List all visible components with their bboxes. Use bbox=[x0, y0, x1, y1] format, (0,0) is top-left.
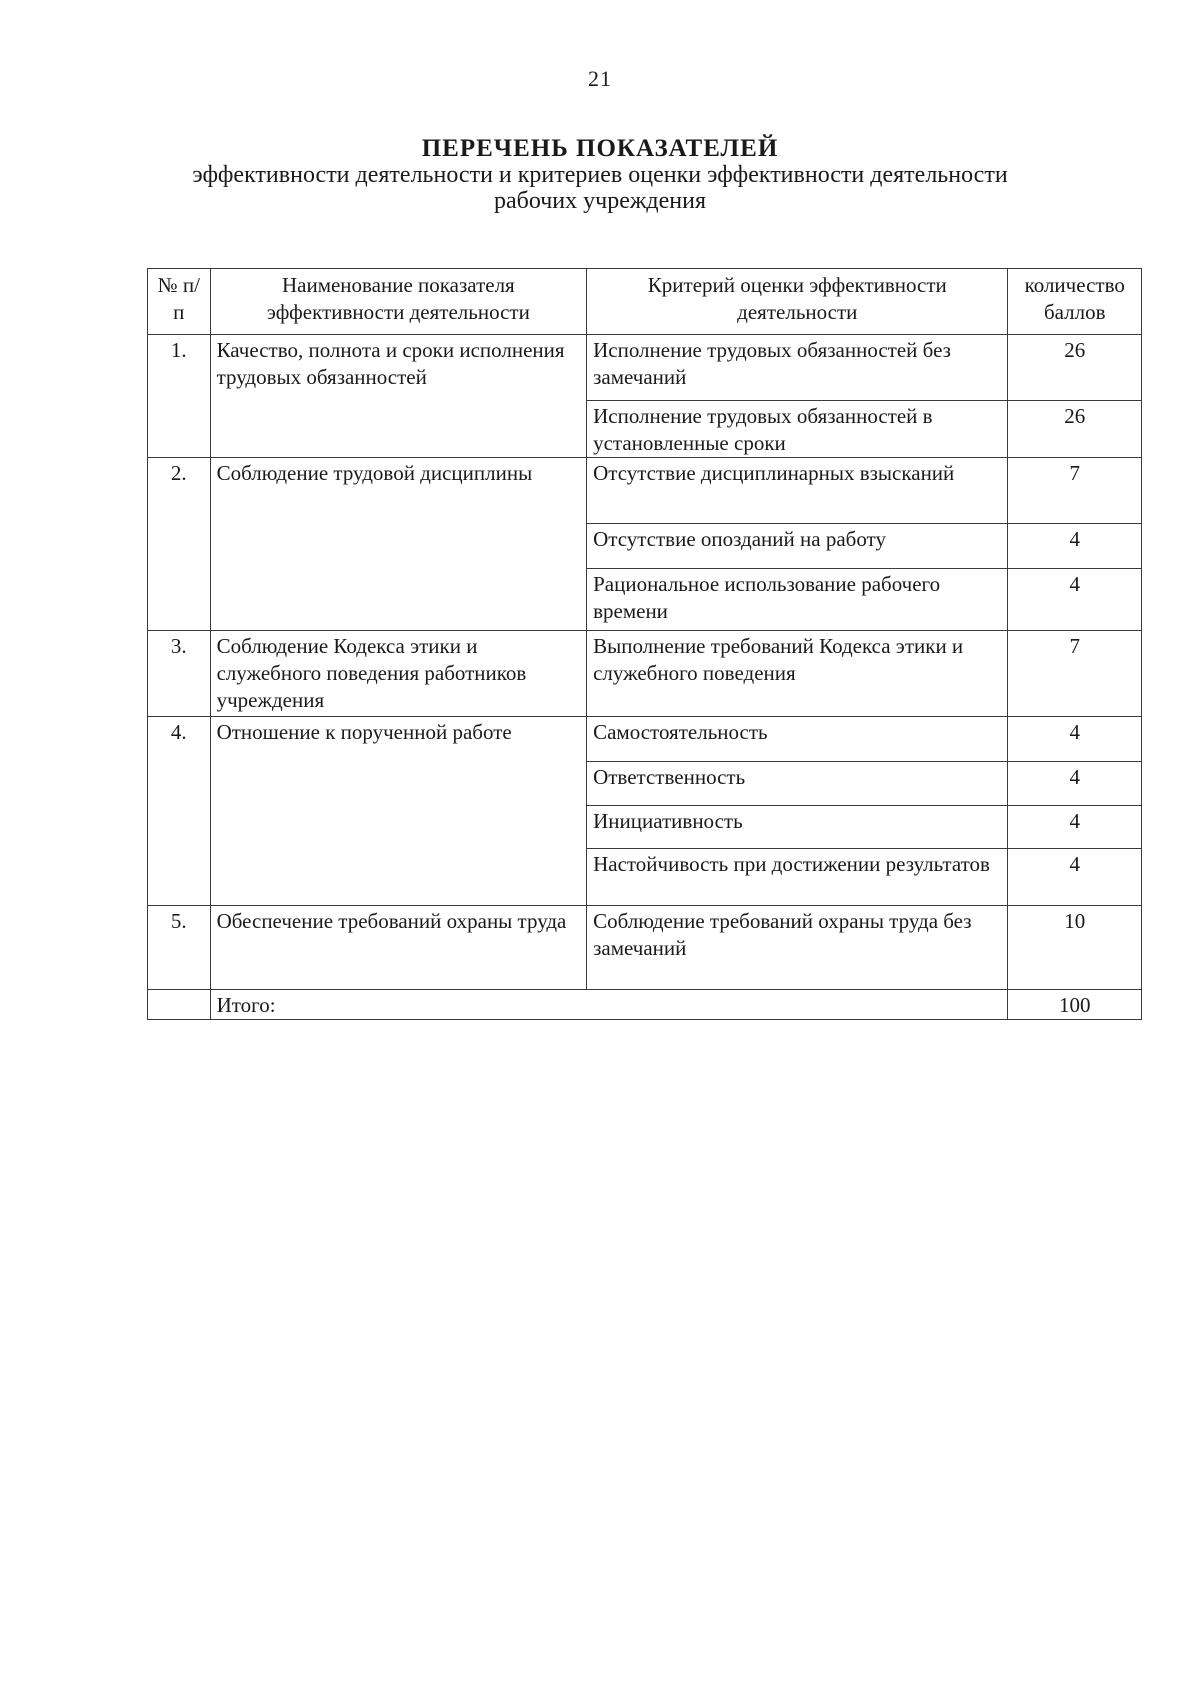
document-subtitle-line-2: рабочих учреждения bbox=[493, 188, 707, 214]
criterion-text: Самостоятельность bbox=[587, 717, 1008, 762]
indicators-table bbox=[147, 268, 1142, 1020]
total-empty-cell bbox=[148, 990, 211, 1020]
table-header-row bbox=[148, 269, 1142, 335]
criterion-text: Соблюдение требований охраны труда без замечаний bbox=[587, 906, 1008, 990]
row-num: 2. bbox=[148, 458, 211, 631]
indicator-name: Отношение к порученной работе bbox=[210, 717, 587, 906]
indicator-name: Соблюдение Кодекса этики и служебного поведения работников учреждения bbox=[210, 631, 587, 717]
criterion-text: Выполнение требований Кодекса этики и служебного поведения bbox=[587, 631, 1008, 717]
criterion-score: 26 bbox=[1008, 335, 1142, 401]
criterion-score: 4 bbox=[1008, 569, 1142, 631]
row-num: 5. bbox=[148, 906, 211, 990]
table-row bbox=[148, 458, 1142, 524]
header-num: № п/п bbox=[148, 269, 211, 335]
table-row bbox=[148, 631, 1142, 717]
row-num: 3. bbox=[148, 631, 211, 717]
header-criterion: Критерий оценки эффективности деятельности bbox=[587, 269, 1008, 335]
criterion-score: 4 bbox=[1008, 717, 1142, 762]
indicator-name: Соблюдение трудовой дисциплины bbox=[210, 458, 587, 631]
indicator-name: Обеспечение требований охраны труда bbox=[210, 906, 587, 990]
criterion-score: 4 bbox=[1008, 524, 1142, 569]
criterion-text: Рациональное использование рабочего времени bbox=[587, 569, 1008, 631]
document-title: ПЕРЕЧЕНЬ ПОКАЗАТЕЛЕЙ bbox=[421, 135, 779, 162]
table-row bbox=[148, 717, 1142, 762]
criterion-score: 4 bbox=[1008, 806, 1142, 849]
criterion-text: Отсутствие опозданий на работу bbox=[587, 524, 1008, 569]
table-row bbox=[148, 335, 1142, 401]
criterion-score: 26 bbox=[1008, 401, 1142, 458]
document-heading bbox=[0, 136, 1200, 214]
criterion-score: 7 bbox=[1008, 631, 1142, 717]
total-value: 100 bbox=[1008, 990, 1142, 1020]
criterion-text: Отсутствие дисциплинарных взысканий bbox=[587, 458, 1008, 524]
criterion-text: Исполнение трудовых обязанностей без замечаний bbox=[587, 335, 1008, 401]
criterion-text: Настойчивость при достижении результатов bbox=[587, 849, 1008, 906]
criterion-score: 10 bbox=[1008, 906, 1142, 990]
table-row bbox=[148, 906, 1142, 990]
criterion-text: Ответственность bbox=[587, 762, 1008, 806]
criterion-text: Инициативность bbox=[587, 806, 1008, 849]
row-num: 4. bbox=[148, 717, 211, 906]
criterion-text: Исполнение трудовых обязанностей в установленные сроки bbox=[587, 401, 1008, 458]
total-label: Итого: bbox=[210, 990, 1008, 1020]
criterion-score: 4 bbox=[1008, 849, 1142, 906]
header-name: Наименование показателя эффективности деятельности bbox=[210, 269, 587, 335]
total-row bbox=[148, 990, 1142, 1020]
criterion-score: 7 bbox=[1008, 458, 1142, 524]
page-number: 21 bbox=[588, 66, 612, 91]
header-score: количество баллов bbox=[1008, 269, 1142, 335]
indicator-name: Качество, полнота и сроки исполнения трудовых обязанностей bbox=[210, 335, 587, 458]
row-num: 1. bbox=[148, 335, 211, 458]
criterion-score: 4 bbox=[1008, 762, 1142, 806]
document-subtitle-line-1: эффективности деятельности и критериев оценки эффективности деятельности bbox=[192, 162, 1008, 188]
